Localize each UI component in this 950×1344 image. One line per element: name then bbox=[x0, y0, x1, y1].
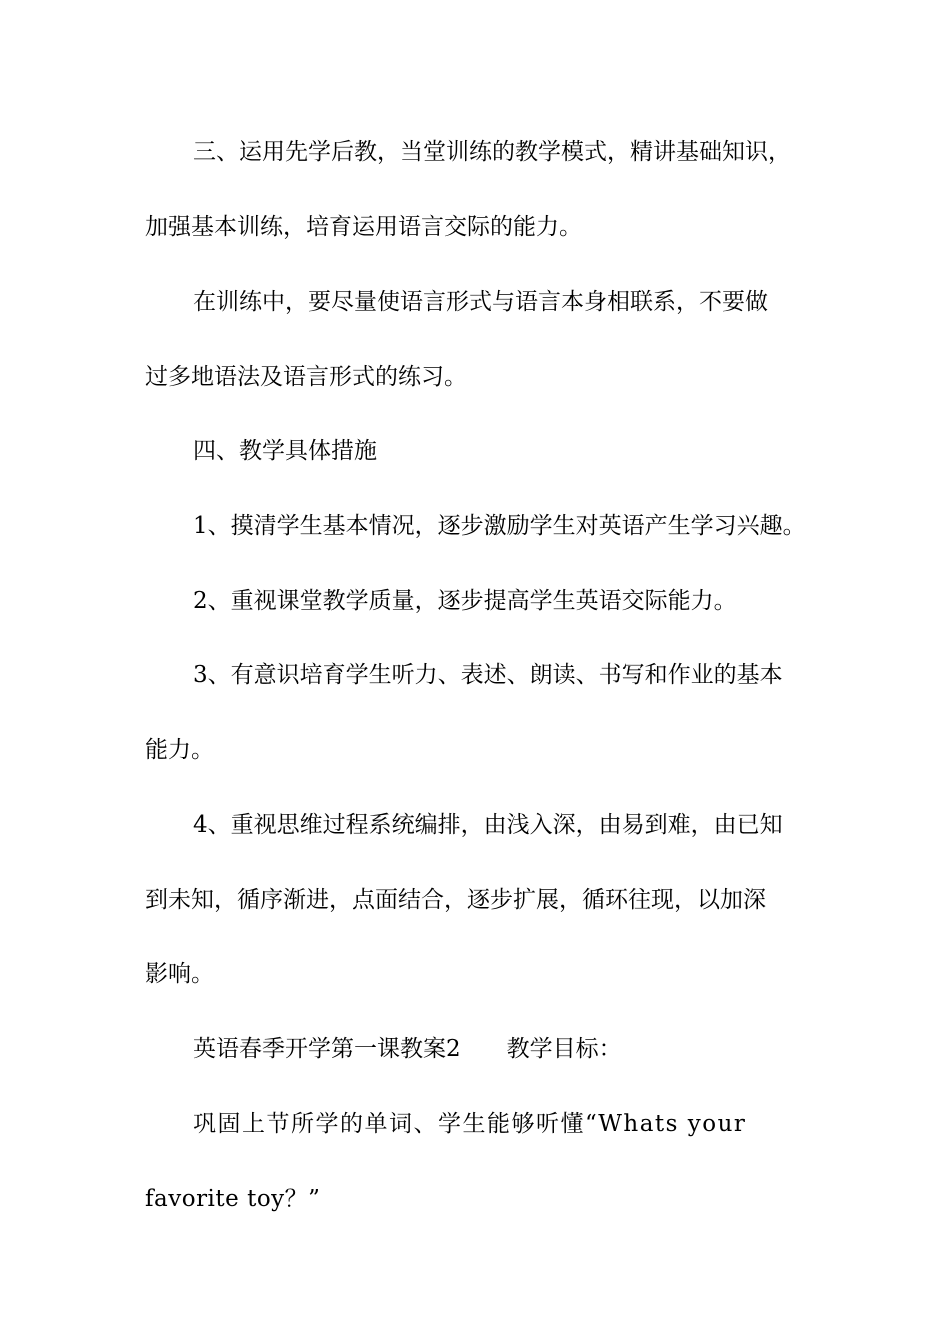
paragraph-line: 能力。 bbox=[145, 737, 214, 763]
paragraph-line: favorite toy？” bbox=[145, 1186, 321, 1212]
list-item: 3、有意识培育学生听力、表述、朗读、书写和作业的基本 bbox=[193, 662, 783, 688]
paragraph-line: 过多地语法及语言形式的练习。 bbox=[145, 364, 467, 390]
list-item: 2、重视课堂教学质量，逐步提高学生英语交际能力。 bbox=[193, 588, 737, 614]
paragraph-line: 加强基本训练，培育运用语言交际的能力。 bbox=[145, 214, 582, 240]
list-item: 1、摸清学生基本情况，逐步激励学生对英语产生学习兴趣。 bbox=[193, 513, 806, 539]
paragraph-line: 在训练中，要尽量使语言形式与语言本身相联系，不要做 bbox=[193, 289, 768, 315]
lesson-title: 英语春季开学第一课教案2 教学目标： bbox=[193, 1036, 622, 1062]
paragraph-line: 巩固上节所学的单词、学生能够听懂“Whats your bbox=[193, 1111, 747, 1137]
paragraph-line: 到未知，循序渐进，点面结合，逐步扩展，循环往现，以加深 bbox=[145, 887, 766, 913]
section-heading: 四、教学具体措施 bbox=[193, 438, 377, 464]
paragraph-line: 三、运用先学后教，当堂训练的教学模式，精讲基础知识， bbox=[193, 139, 791, 165]
paragraph-line: 影响。 bbox=[145, 961, 214, 987]
list-item: 4、重视思维过程系统编排，由浅入深，由易到难，由已知 bbox=[193, 812, 783, 838]
